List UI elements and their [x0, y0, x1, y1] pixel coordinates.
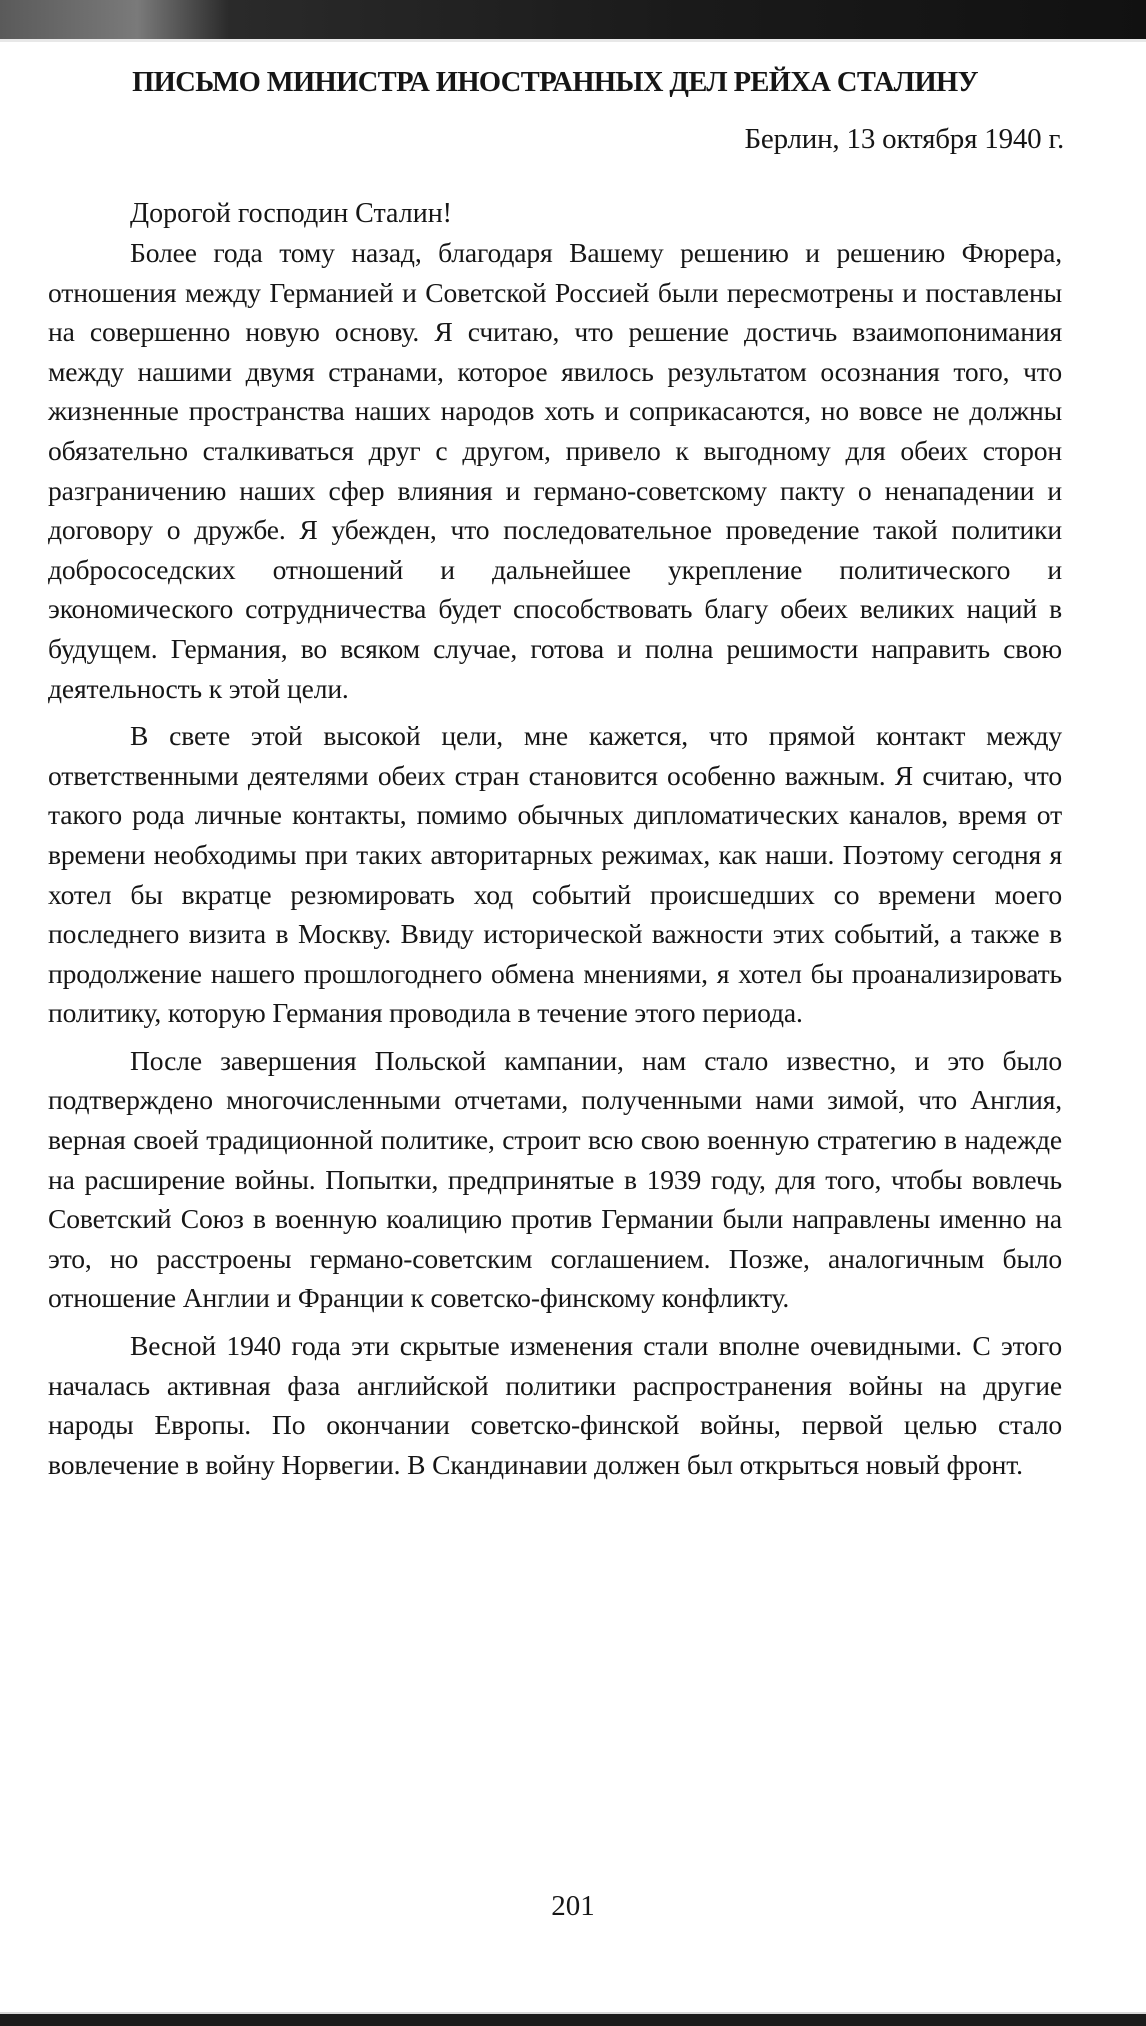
- dateline: Берлин, 13 октября 1940 г.: [744, 123, 1064, 155]
- paragraph-4: Весной 1940 года эти скрытые изменения стали вполне очевидными. С этого началась активная фаза английской политики распространения войны на другие народы Европы. По окончании советско-финской войны, первой целью стало вовлечение в войну Норвегии. В Скандинавии должен был открыться новый фронт.: [48, 1330, 1062, 1480]
- paragraph-2: В свете этой высокой цели, мне кажется, что прямой контакт между ответственными деятелями обеих стран становится особенно важным. Я считаю, что такого рода личные контакты, помимо обычных дипломатических каналов, время от времени необходимы при таких авторитарных режимах, как наши. Поэтому сегодня я хотел бы вкратце резюмировать ход событий происшедших со времени моего последнего визита в Москву. Ввиду исторической важности этих событий, а также в продолжение нашего прошлогоднего обмена мнениями, я хотел бы проанализировать политику, которую Германия проводила в течение этого периода.: [48, 720, 1062, 1029]
- document-title: ПИСЬМО МИНИСТРА ИНОСТРАННЫХ ДЕЛ РЕЙХА СТАЛИНУ: [132, 67, 978, 98]
- paragraph-3: После завершения Польской кампании, нам стало известно, и это было подтверждено многочисленными отчетами, полученными нами зимой, что Англия, верная своей традиционной политике, строит всю свою военную стратегию в надежде на расширение войны. Попытки, предпринятые в 1939 году, для того, чтобы вовлечь Советский Союз в военную коалицию против Германии были направлены именно на это, но расстроены германо-советским соглашением. Позже, аналогичным было отношение Англии и Франции к советско-финскому конфликту.: [48, 1044, 1062, 1314]
- page-number: 201: [551, 1890, 595, 1922]
- document-page: [48, 50, 1062, 1484]
- scan-edge-bottom: [0, 2012, 1146, 2026]
- salutation: Дорогой господин Сталин!: [130, 198, 452, 229]
- scan-edge-top: [0, 0, 1146, 42]
- paragraph-1: Более года тому назад, благодаря Вашему решению и решению Фюрера, отношения между Германией и Советской Россией были пересмотрены и поставлены на совершенно новую основу. Я считаю, что решение достичь взаимопонимания между нашими двумя странами, которое явилось результатом осознания того, что жизненные пространства наших народов хоть и соприкасаются, но вовсе не должны обязательно сталкиваться друг с другом, привело к выгодному для обеих сторон разграничению наших сфер влияния и германо-советскому пакту о ненападении и договору о дружбе. Я убежден, что последовательное проведение такой политики добрососедских отношений и дальнейшее укрепление политического и экономического сотрудничества будет способствовать благу обеих великих наций в будущем. Германия, во всяком случае, готова и полна решимости направить свою деятельность к этой цели.: [48, 237, 1062, 704]
